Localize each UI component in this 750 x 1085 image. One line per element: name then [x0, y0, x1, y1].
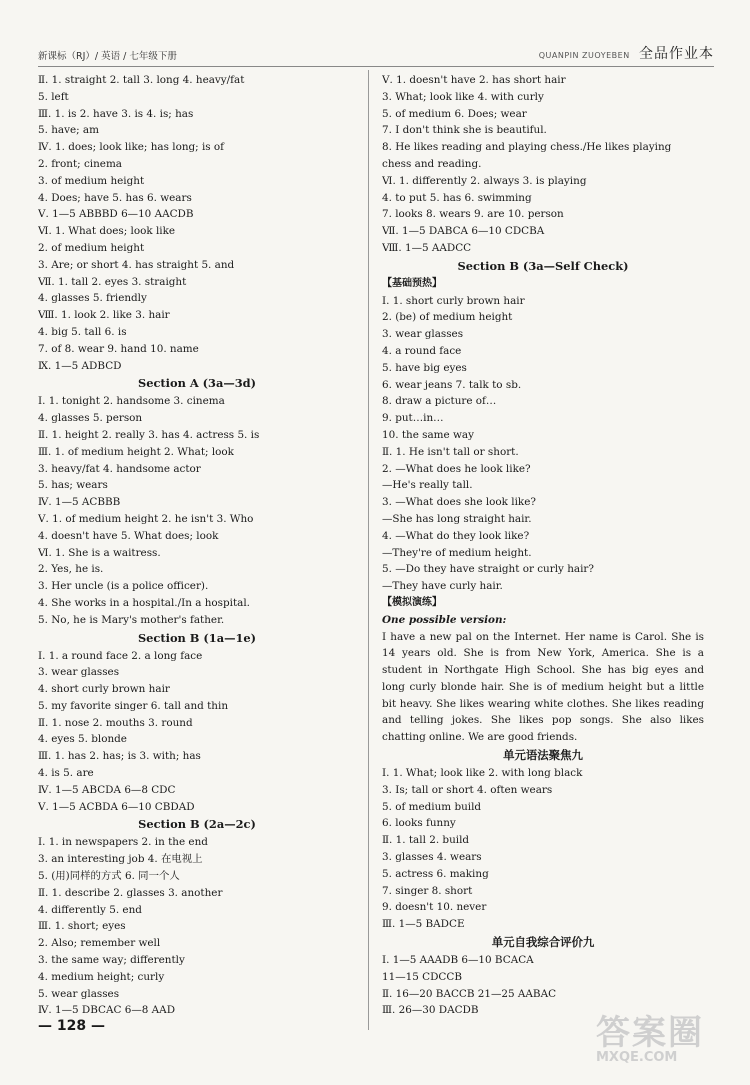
answer-line: Ⅵ. 1. She is a waitress. [38, 546, 161, 559]
answer-line: Ⅷ. 1—5 AADCC [382, 241, 472, 254]
answer-line: Ⅱ. 16—20 BACCB 21—25 AABAC [382, 987, 557, 1000]
answer-line: 2. (be) of medium height [382, 311, 513, 324]
answer-line: 3. wear glasses [382, 328, 464, 341]
answer-line: Ⅰ. 1. a round face 2. a long face [38, 649, 203, 662]
answer-line: 3. —What does she look like? [382, 496, 536, 509]
column-divider [368, 70, 369, 1030]
answer-line: Ⅶ. 1—5 DABCA 6—10 CDCBA [382, 225, 545, 238]
answer-line: 5. actress 6. making [382, 867, 489, 880]
answer-column-right [382, 72, 704, 1019]
header-pinyin: QUANPIN ZUOYEBEN [538, 51, 630, 60]
answer-line: 2. Yes, he is. [38, 563, 104, 576]
answer-line: 2. Also; remember well [38, 937, 161, 950]
section-heading: Section A (3a—3d) [137, 376, 256, 391]
answer-line: 5. left [38, 90, 69, 103]
answer-line: 5. No, he is Mary's mother's father. [38, 613, 225, 626]
answer-line: Ⅸ. 1—5 ADBCD [38, 359, 122, 372]
section-heading: Section B (1a—1e) [137, 630, 257, 645]
section-heading: 单元自我综合评价九 [491, 935, 595, 950]
answer-line: Ⅲ. 1. short; eyes [38, 920, 126, 933]
watermark-logo [596, 1005, 736, 1075]
answer-line: 4. differently 5. end [38, 903, 142, 916]
answer-line: 4. a round face [382, 344, 462, 357]
answer-line: 10. the same way [382, 428, 474, 441]
answer-line: 4. to put 5. has 6. swimming [382, 191, 532, 204]
answer-line: 3. heavy/fat 4. handsome actor [38, 462, 201, 475]
answer-line: Ⅱ. 1. tall 2. build [382, 834, 470, 847]
answer-line: Ⅱ. 1. height 2. really 3. has 4. actress 5. is [38, 428, 260, 441]
answer-line: 9. doesn't 10. never [382, 901, 487, 914]
answer-line: Ⅵ. 1. What does; look like [38, 225, 176, 238]
subsection-tag: 【基础预热】 [382, 277, 442, 289]
answer-line: 5. (用)同样的方式 6. 同一个人 [38, 870, 180, 883]
watermark-url: MXQE.COM [596, 1050, 678, 1065]
answer-line: 4. eyes 5. blonde [38, 733, 127, 746]
answer-line: Ⅰ. 1. in newspapers 2. in the end [38, 836, 208, 849]
answer-line: 3. the same way; differently [38, 954, 185, 967]
answer-line: Ⅴ. 1—5 ACBDA 6—10 CBDAD [38, 800, 195, 813]
answer-line: Ⅲ. 1. is 2. have 3. is 4. is; has [38, 107, 194, 120]
answer-line: 7. of 8. wear 9. hand 10. name [38, 342, 199, 355]
answer-line: 3. Her uncle (is a police officer). [38, 580, 209, 593]
answer-column-left [38, 72, 356, 1019]
answer-line: 4. —What do they look like? [382, 529, 530, 542]
answer-line: 11—15 CDCCB [382, 970, 462, 983]
answer-line: Ⅲ. 26—30 DACDB [382, 1004, 479, 1017]
answer-line: Ⅲ. 1. has 2. has; is 3. with; has [38, 750, 201, 763]
page-header [38, 44, 714, 67]
answer-line: Ⅶ. 1. tall 2. eyes 3. straight [38, 275, 187, 288]
answer-line: 5. have big eyes [382, 361, 467, 374]
section-heading: 单元语法聚焦九 [503, 748, 583, 763]
answer-line: 8. He likes reading and playing chess./He likes playing [382, 141, 672, 154]
sample-label: One possible version: [382, 613, 507, 626]
answer-line: 4. medium height; curly [38, 970, 165, 983]
answer-line: 4. big 5. tall 6. is [38, 325, 127, 338]
header-brand [539, 43, 714, 63]
answer-line: 3. glasses 4. wears [382, 851, 482, 864]
answer-line: Ⅰ. 1. short curly brown hair [382, 294, 525, 307]
answer-line: Ⅳ. 1—5 ABCDA 6—8 CDC [38, 783, 176, 796]
answer-line: 5. have; am [38, 124, 99, 137]
subsection-tag: 【模拟演练】 [382, 596, 442, 608]
answer-line: 2. —What does he look like? [382, 462, 531, 475]
answer-line: Ⅵ. 1. differently 2. always 3. is playing [382, 174, 587, 187]
sample-essay: I have a new pal on the Internet. Her name is Carol. She is 14 years old. She is from New York, America. She is a student in Northgate High School. She has big eyes and long curly blonde hair. She is of medium height but a little bit heavy. She likes wearing white clothes. She likes reading and telling jokes. She likes pop songs. She also likes chatting online. We are good friends. [382, 630, 704, 744]
answer-line: 4. glasses 5. friendly [38, 292, 147, 305]
answer-line: 5. wear glasses [38, 987, 120, 1000]
answer-line: 5. of medium build [382, 800, 482, 813]
answer-line: 3. Are; or short 4. has straight 5. and [38, 258, 235, 271]
page-number: — 128 — [38, 1018, 105, 1034]
answer-line: 4. Does; have 5. has 6. wears [38, 191, 192, 204]
header-title: 全品作业本 [639, 46, 714, 62]
answer-line: Ⅴ. 1. doesn't have 2. has short hair [382, 74, 566, 86]
answer-line: Ⅱ. 1. nose 2. mouths 3. round [38, 716, 193, 729]
answer-line: 4. glasses 5. person [38, 412, 143, 425]
answer-line: 9. put…in… [382, 412, 444, 425]
answer-line: 5. has; wears [38, 479, 108, 492]
answer-line: 4. short curly brown hair [38, 683, 170, 696]
answer-line: Ⅱ. 1. describe 2. glasses 3. another [38, 886, 223, 899]
answer-line: Ⅳ. 1. does; look like; has long; is of [38, 141, 225, 154]
answer-line: 3. What; look like 4. with curly [382, 90, 544, 103]
answer-line: Ⅴ. 1. of medium height 2. he isn't 3. Who [38, 512, 254, 525]
answer-line: Ⅳ. 1—5 DBCAC 6—8 AAD [38, 1004, 176, 1017]
answer-line: —They're of medium height. [382, 546, 532, 559]
answer-line: —They have curly hair. [382, 580, 503, 593]
answer-line: Ⅱ. 1. He isn't tall or short. [382, 445, 519, 458]
answer-line: chess and reading. [382, 157, 482, 170]
answer-line: 2. front; cinema [38, 157, 122, 170]
answer-line: 3. Is; tall or short 4. often wears [382, 783, 553, 796]
answer-line: Ⅷ. 1. look 2. like 3. hair [38, 309, 170, 322]
section-heading: Section B (2a—2c) [138, 817, 256, 832]
answer-line: 3. wear glasses [38, 666, 120, 679]
answer-line: 5. of medium 6. Does; wear [382, 107, 527, 120]
answer-line: Ⅰ. 1. tonight 2. handsome 3. cinema [38, 395, 225, 408]
answer-line: 4. doesn't have 5. What does; look [38, 529, 219, 542]
answer-line: 7. singer 8. short [382, 884, 473, 897]
answer-line: 5. —Do they have straight or curly hair? [382, 563, 594, 576]
answer-line: —He's really tall. [382, 479, 473, 492]
answer-line: —She has long straight hair. [382, 512, 532, 525]
answer-line: Ⅳ. 1—5 ACBBB [38, 496, 121, 509]
section-heading: Section B (3a—Self Check) [457, 258, 629, 273]
answer-line: 4. is 5. are [38, 767, 94, 780]
answer-line: 3. an interesting job 4. 在电视上 [38, 853, 203, 866]
answer-line: Ⅴ. 1—5 ABBBD 6—10 AACDB [38, 208, 194, 221]
answer-line: 5. my favorite singer 6. tall and thin [38, 699, 229, 712]
answer-line: 7. I don't think she is beautiful. [382, 124, 547, 137]
answer-line: Ⅰ. 1. What; look like 2. with long black [382, 767, 583, 780]
header-breadcrumb: 新课标（RJ）/ 英语 / 七年级下册 [38, 51, 177, 62]
answer-line: 6. looks funny [382, 817, 456, 830]
answer-line: Ⅱ. 1. straight 2. tall 3. long 4. heavy/fat [38, 74, 245, 86]
answer-line: 4. She works in a hospital./In a hospital. [38, 596, 250, 609]
answer-line: Ⅲ. 1—5 BADCE [382, 918, 465, 931]
answer-line: 3. of medium height [38, 174, 145, 187]
answer-line: 2. of medium height [38, 241, 145, 254]
answer-line: Ⅰ. 1—5 AAADB 6—10 BCACA [382, 954, 534, 967]
answer-line: 8. draw a picture of… [382, 395, 497, 408]
answer-line: 7. looks 8. wears 9. are 10. person [382, 208, 564, 221]
watermark-text: 答案圈 [596, 1013, 704, 1053]
answer-line: 6. wear jeans 7. talk to sb. [382, 378, 522, 391]
answer-line: Ⅲ. 1. of medium height 2. What; look [38, 445, 234, 458]
